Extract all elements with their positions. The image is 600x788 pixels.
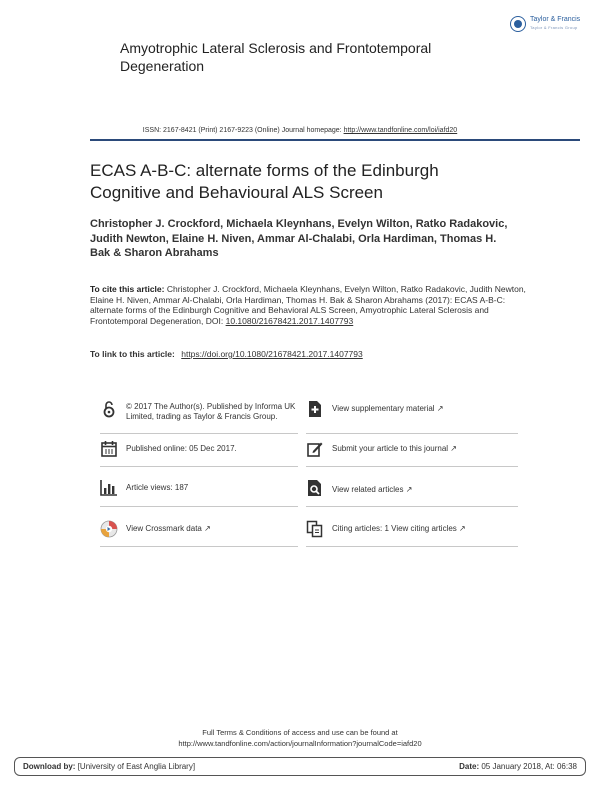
grid-divider — [306, 433, 518, 434]
download-by-label: Download by: — [23, 762, 76, 771]
submit-link[interactable] — [332, 444, 516, 454]
open-access-icon — [100, 400, 118, 418]
crossmark-link[interactable] — [126, 524, 310, 534]
grid-divider — [100, 506, 298, 507]
related-label: View related articles — [332, 485, 404, 494]
terms-footer — [0, 727, 600, 749]
article-title: ECAS A-B-C: alternate forms of the Edinburgh Cognitive and Behavioural ALS Screen — [90, 161, 439, 202]
grid-divider — [100, 433, 298, 434]
publisher-logo — [510, 16, 582, 36]
crossmark-label: View Crossmark data — [126, 524, 202, 533]
published-date: Published online: 05 Dec 2017. — [126, 444, 237, 453]
external-link-icon: ↗ — [450, 444, 457, 453]
supplementary-link[interactable] — [332, 404, 516, 414]
document-plus-icon — [306, 400, 324, 418]
grid-divider — [306, 466, 518, 467]
grid-divider — [100, 466, 298, 467]
publisher-logo-icon — [510, 16, 526, 32]
external-link-icon: ↗ — [204, 524, 211, 533]
citation-label: To cite this article: — [90, 284, 165, 294]
terms-line: Full Terms & Conditions of access and use can be found at — [202, 728, 398, 737]
journal-title: Amyotrophic Lateral Sclerosis and Frontotemporal Degeneration — [120, 40, 432, 74]
edit-icon — [306, 440, 324, 458]
article-link-label: To link to this article: — [90, 349, 175, 359]
article-doi-link[interactable]: https://doi.org/10.1080/21678421.2017.1407793 — [181, 349, 363, 359]
external-link-icon: ↗ — [436, 404, 444, 413]
search-document-icon — [306, 479, 324, 497]
journal-homepage-link[interactable]: http://www.tandfonline.com/loi/iafd20 — [343, 127, 458, 134]
publisher-name: Taylor & Francis — [530, 16, 581, 23]
grid-divider — [306, 546, 518, 547]
terms-url[interactable]: http://www.tandfonline.com/action/journalInformation?journalCode=iafd20 — [178, 739, 422, 748]
submit-label: Submit your article to this journal — [332, 444, 449, 453]
download-by-value: [University of East Anglia Library] — [77, 762, 196, 771]
download-date-label: Date: — [459, 762, 480, 771]
supplementary-label: View supplementary material — [332, 404, 435, 413]
calendar-icon — [100, 440, 118, 458]
citing-label: Citing articles: 1 View citing articles — [332, 524, 457, 533]
download-by — [23, 762, 195, 771]
citation-text: Christopher J. Crockford, Michaela Kleynhans, Evelyn Wilton, Ratko Radakovic, Judith Newton, Elaine H. Niven, Ammar Al-Chalabi, Orla Hardiman, Thomas H. Bak & Sharon Abrahams (2017): ECAS A-B-C: alternate forms of the Edinburgh Cognitive and Behavioral ALS Screen, Amyotrophic Lateral Sclerosis and Frontotemporal Degeneration, DOI: — [90, 284, 526, 326]
open-access-text: © 2017 The Author(s). Published by Informa UK Limited, trading as Taylor & Francis Group. — [126, 402, 296, 421]
article-link-block — [90, 349, 530, 359]
grid-divider — [306, 506, 518, 507]
download-date-value: 05 January 2018, At: 06:38 — [481, 762, 577, 771]
download-date — [459, 762, 577, 771]
external-link-icon: ↗ — [459, 524, 466, 533]
download-bar — [14, 757, 586, 776]
header-divider — [90, 139, 580, 141]
article-authors: Christopher J. Crockford, Michaela Kleynhans, Evelyn Wilton, Ratko Radakovic, Judith Newton, Elaine H. Niven, Ammar Al-Chalabi, Orla Hardiman, Thomas H. Bak & Sharon Abrahams — [90, 218, 508, 259]
publisher-tagline: Taylor & Francis Group — [530, 25, 578, 30]
bar-chart-icon — [100, 479, 118, 497]
external-link-icon: ↗ — [405, 485, 413, 494]
issn-line — [0, 127, 600, 134]
citing-articles-icon — [306, 520, 324, 538]
related-link[interactable] — [332, 485, 516, 495]
grid-divider — [100, 546, 298, 547]
citation-doi-link[interactable]: 10.1080/21678421.2017.1407793 — [225, 315, 354, 326]
article-views: Article views: 187 — [126, 483, 189, 492]
issn-text: ISSN: 2167-8421 (Print) 2167-9223 (Online) Journal homepage: — [142, 127, 342, 134]
crossmark-icon — [100, 520, 118, 538]
citation-block — [90, 284, 530, 326]
citing-link[interactable] — [332, 524, 516, 534]
